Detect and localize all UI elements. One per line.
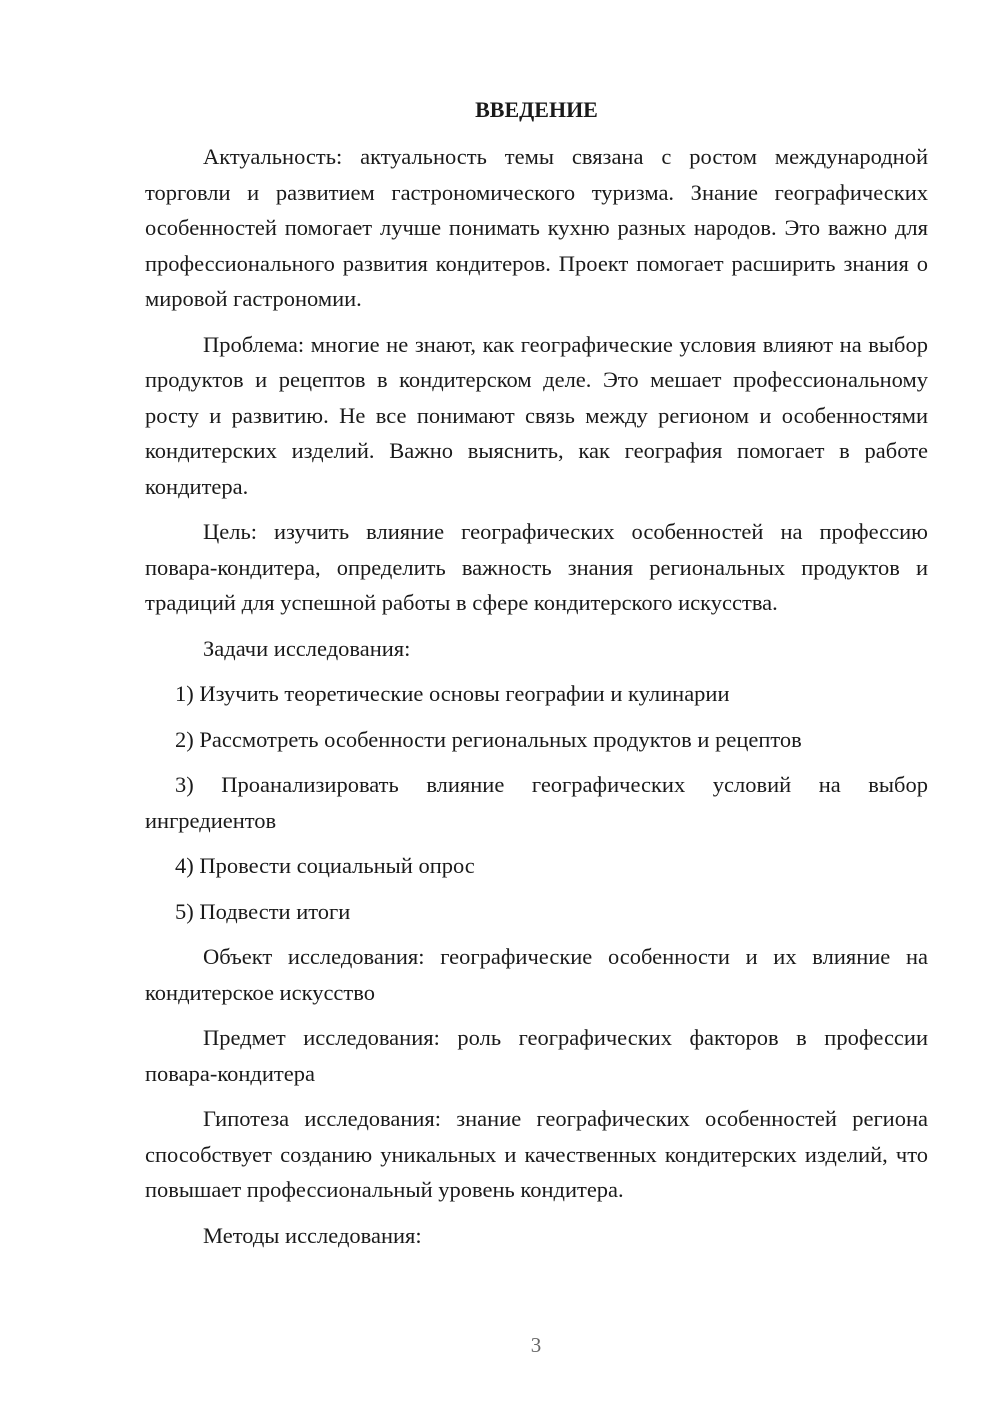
page-number: 3 <box>530 1333 542 1357</box>
page-content <box>145 92 928 1263</box>
paragraph-hypothesis: Гипотеза исследования: знание географических особенностей региона способствует созданию уникальных и качественных кондитерских изделий, что повышает профессиональный уровень кондитера. <box>145 1106 928 1202</box>
task-item-2: 2) Рассмотреть особенности региональных продуктов и рецептов <box>175 726 802 752</box>
task-item-4: 4) Провести социальный опрос <box>175 853 475 878</box>
page-title: ВВЕДЕНИЕ <box>475 97 598 122</box>
methods-heading: Методы исследования: <box>203 1222 422 1248</box>
paragraph-problem: Проблема: многие не знают, как географические условия влияют на выбор продуктов и рецептов в кондитерском деле. Это мешает профессиональному росту и развитию. Не все понимают связь между регионом и особенностями кондитерских изделий. Важно выяснить, как география помогает в работе кондитера. <box>145 331 928 499</box>
task-item-5: 5) Подвести итоги <box>175 898 351 924</box>
task-item-1: 1) Изучить теоретические основы географии и кулинарии <box>175 681 730 706</box>
paragraph-goal: Цель: изучить влияние географических особенностей на профессию повара-кондитера, определить важность знания региональных продуктов и традиций для успешной работы в сфере кондитерского искусства. <box>145 519 928 615</box>
tasks-heading: Задачи исследования: <box>203 635 411 661</box>
paragraph-relevance: Актуальность: актуальность темы связана с ростом международной торговли и развитием гастрономического туризма. Знание географических особенностей помогает лучше понимать кухню разных народов. Это важно для профессионального развития кондитеров. Проект помогает расширить знания о мировой гастрономии. <box>145 144 928 311</box>
paragraph-object: Объект исследования: географические особенности и их влияние на кондитерское искусство <box>145 944 928 1005</box>
task-item-3: 3) Проанализировать влияние географических условий на выбор ингредиентов <box>145 772 928 833</box>
paragraph-subject: Предмет исследования: роль географических факторов в профессии повара-кондитера <box>145 1025 928 1086</box>
